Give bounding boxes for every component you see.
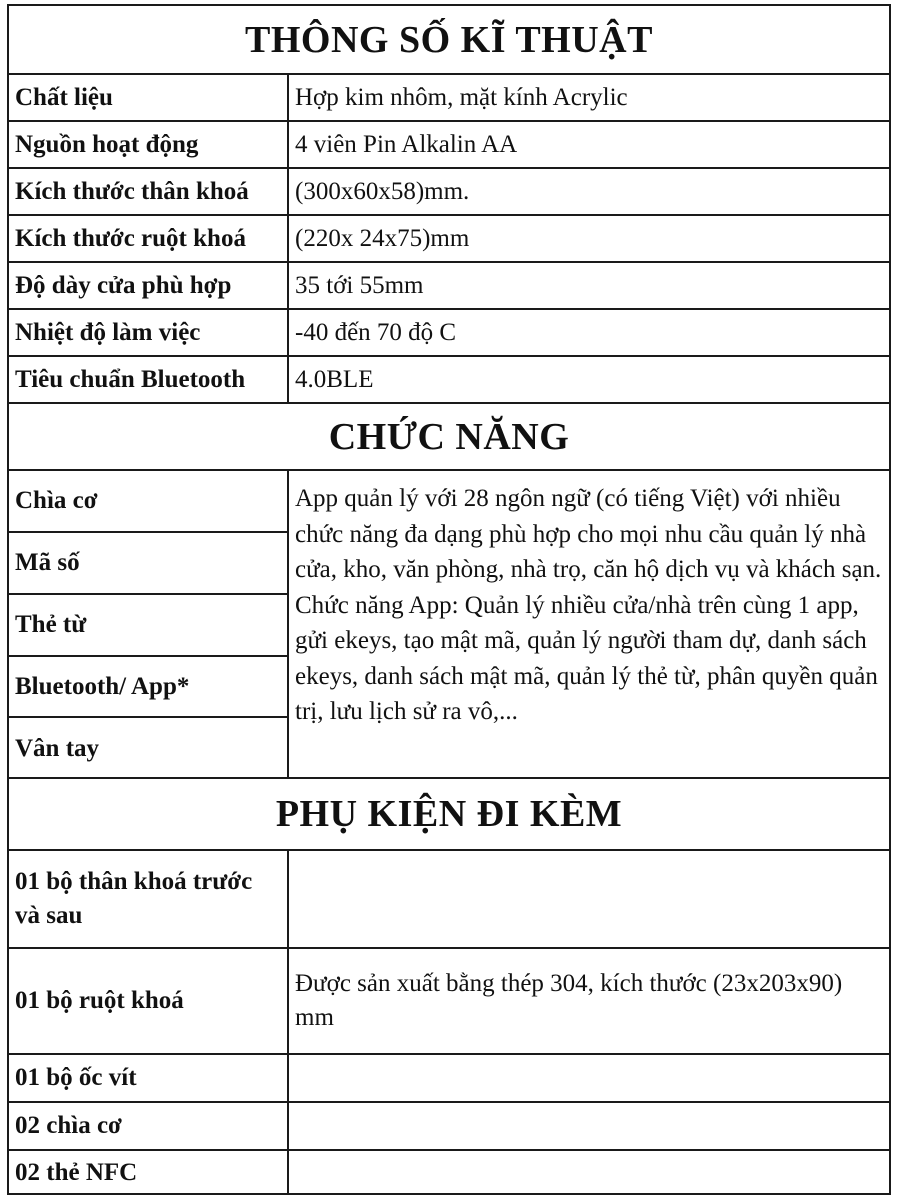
accessory-label: 02 chìa cơ <box>9 1103 289 1149</box>
spec-label: Nhiệt độ làm việc <box>9 310 289 355</box>
spec-row-core-size <box>9 216 889 263</box>
functions-title: CHỨC NĂNG <box>9 404 889 471</box>
spec-label: Kích thước ruột khoá <box>9 216 289 261</box>
function-item: Chìa cơ <box>9 471 287 533</box>
functions-table <box>9 471 889 779</box>
spec-label: Kích thước thân khoá <box>9 169 289 214</box>
accessory-label: 02 thẻ NFC <box>9 1151 289 1195</box>
spec-value: -40 đến 70 độ C <box>295 318 457 346</box>
accessory-value <box>289 851 889 947</box>
spec-value: Hợp kim nhôm, mặt kính Acrylic <box>295 83 628 111</box>
function-item: Thẻ từ <box>9 595 287 657</box>
spec-value: 35 tới 55mm <box>295 271 424 299</box>
spec-value: 4.0BLE <box>295 365 374 393</box>
spec-label: Nguồn hoạt động <box>9 122 289 167</box>
function-item: Vân tay <box>15 734 100 762</box>
accessory-value: Được sản xuất bằng thép 304, kích thước (23x203x90) mm <box>295 970 843 1031</box>
specs-title: THÔNG SỐ KĨ THUẬT <box>9 6 889 75</box>
spec-label: Tiêu chuẩn Bluetooth <box>9 357 289 402</box>
accessory-row <box>9 1103 889 1151</box>
spec-row-body-size <box>9 169 889 216</box>
accessory-value <box>289 1151 889 1195</box>
function-item: Bluetooth/ App* <box>9 657 287 718</box>
functions-list <box>9 471 289 777</box>
accessory-row <box>9 1151 889 1195</box>
spec-value: (220x 24x75)mm <box>295 224 470 252</box>
accessory-value <box>289 1055 889 1101</box>
spec-value: (300x60x58)mm. <box>295 177 470 205</box>
spec-label: Độ dày cửa phù hợp <box>9 263 289 308</box>
spec-row-door-thickness <box>9 263 889 310</box>
spec-value: 4 viên Pin Alkalin AA <box>295 130 518 158</box>
spec-row-power <box>9 122 889 169</box>
spec-label: Chất liệu <box>9 75 289 120</box>
accessory-value <box>289 1103 889 1149</box>
accessory-label: 01 bộ thân khoá trước và sau <box>9 851 289 947</box>
accessory-label: 01 bộ ốc vít <box>9 1055 289 1101</box>
accessory-row <box>9 1055 889 1103</box>
spec-row-material <box>9 75 889 122</box>
function-item: Mã số <box>9 533 287 595</box>
accessories-title: PHỤ KIỆN ĐI KÈM <box>9 779 889 851</box>
spec-sheet <box>7 4 891 1195</box>
accessory-label: 01 bộ ruột khoá <box>9 949 289 1053</box>
accessory-row <box>9 851 889 949</box>
spec-row-temperature <box>9 310 889 357</box>
spec-row-bluetooth <box>9 357 889 404</box>
accessory-row <box>9 949 889 1055</box>
functions-description: App quản lý với 28 ngôn ngữ (có tiếng Việt) với nhiều chức năng đa dạng phù hợp cho mọi nhu cầu quản lý nhà cửa, kho, văn phòng, nhà trọ, căn hộ dịch vụ và khách sạn. Chức năng App: Quản lý nhiều cửa/nhà trên cùng 1 app, gửi ekeys, tạo mật mã, quản lý người tham dự, danh sách ekeys, danh sách mật mã, quản lý thẻ từ, phân quyền quản trị, lưu lịch sử ra vô,... <box>295 485 882 725</box>
